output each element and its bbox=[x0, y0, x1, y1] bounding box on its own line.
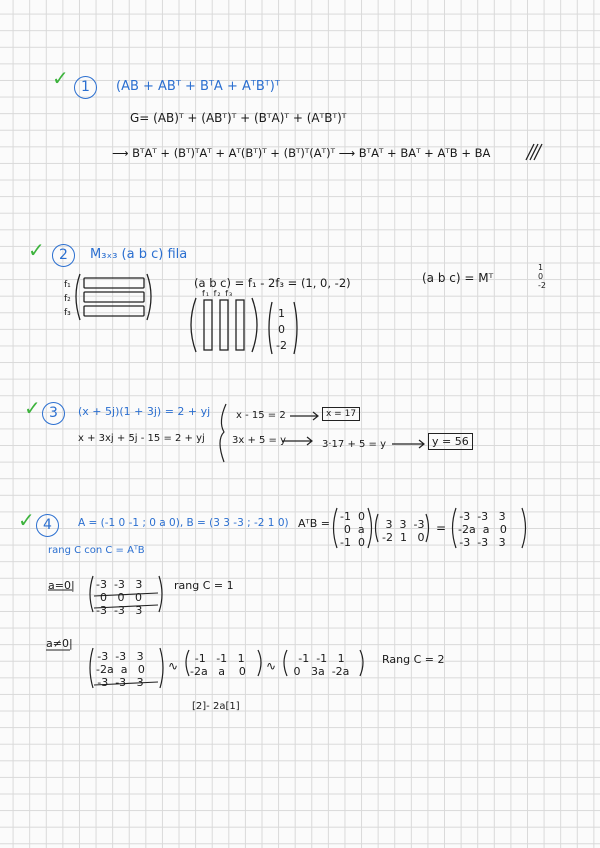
p3-sub: 3·17 + 5 = y bbox=[322, 439, 387, 450]
p4-case1-matrix2: -1 -1 1 -2a a 0 bbox=[190, 652, 246, 678]
p4-note: [2]- 2a[1] bbox=[192, 701, 240, 712]
p4-rang: rang C con C = AᵀB bbox=[48, 545, 145, 556]
p4-mat-b: 3 3 -3 -2 1 0 bbox=[382, 518, 425, 544]
p4-tilde-2: ∿ bbox=[266, 659, 277, 673]
p4-case0-result: rang C = 1 bbox=[174, 579, 234, 592]
p3-brace bbox=[220, 404, 226, 462]
p2-result-vector: 1 0 -2 bbox=[276, 307, 287, 352]
p1-expression: (AB + ABᵀ + BᵀA + AᵀBᵀ)ᵀ bbox=[116, 79, 280, 94]
p3-number: 3 bbox=[42, 402, 65, 425]
p3-eq2: 3x + 5 = y bbox=[232, 435, 287, 446]
p1-result: ⟶ BᵀAᵀ + (Bᵀ)ᵀAᵀ + Aᵀ(Bᵀ)ᵀ + (Bᵀ)ᵀ(Aᵀ)ᵀ ⟶ BᵀAᵀ + BAᵀ + AᵀB + BA bbox=[112, 146, 491, 160]
p4-case1-matrix3: -1 -1 1 0 3a -2a bbox=[293, 652, 350, 678]
p2-rhs: (a b c) = Mᵀ bbox=[422, 271, 494, 285]
p2-equation: (a b c) = f₁ - 2f₃ = (1, 0, -2) bbox=[194, 276, 351, 290]
col-f3-box bbox=[236, 300, 244, 350]
p4-case1-matrix: -3 -3 3 -2a a 0 -3 -3 3 bbox=[96, 650, 145, 689]
p2-left-paren bbox=[76, 274, 80, 320]
p1-expansion: G= (AB)ᵀ + (ABᵀ)ᵀ + (BᵀA)ᵀ + (AᵀBᵀ)ᵀ bbox=[130, 111, 347, 125]
col-left-paren bbox=[191, 298, 196, 352]
p3-arrow1 bbox=[290, 412, 318, 420]
p4-def: A = (-1 0 -1 ; 0 a 0), B = (3 3 -3 ; -2 1 0) bbox=[78, 517, 289, 529]
row-f2-box bbox=[84, 292, 144, 302]
p3-arrow2 bbox=[282, 437, 312, 445]
row-f1-box bbox=[84, 278, 144, 288]
p2-rhs-vector: 1 0 -2 bbox=[538, 263, 546, 290]
p2-row-labels: f₁ f₂ f₃ bbox=[64, 280, 71, 318]
p4-case0-matrix: -3 -3 3 0 0 0 -3 -3 3 bbox=[96, 578, 143, 617]
vec-left-paren bbox=[269, 302, 272, 354]
p4-mat-a: -1 0 0 a -1 0 bbox=[340, 510, 365, 549]
col-right-paren bbox=[252, 298, 257, 352]
p3-res1: x = 17 bbox=[322, 410, 360, 419]
p4-case0-label: a=0| bbox=[48, 579, 75, 592]
p3-head: (x + 5j)(1 + 3j) = 2 + yj bbox=[78, 405, 211, 418]
p1-number: 1 bbox=[74, 76, 97, 99]
p2-number: 2 bbox=[52, 244, 75, 267]
p3-res2: y = 56 bbox=[428, 436, 473, 447]
p4-case1-label: a≠0| bbox=[46, 637, 73, 650]
p4-number: 4 bbox=[36, 514, 59, 537]
row-f3-box bbox=[84, 306, 144, 316]
check-mark-icon: ✓ bbox=[28, 238, 45, 262]
p4-tilde-1: ∿ bbox=[168, 659, 179, 673]
p3-arrow3 bbox=[392, 440, 424, 448]
p2-title: M₃ₓ₃ (a b c) fila bbox=[90, 247, 188, 262]
col-f1-box bbox=[204, 300, 212, 350]
p2-right-paren bbox=[147, 274, 151, 320]
col-f2-box bbox=[220, 300, 228, 350]
p4-atb-label: AᵀB = bbox=[298, 517, 331, 530]
p4-case1-result: Rang C = 2 bbox=[382, 653, 445, 666]
check-mark-icon: ✓ bbox=[18, 508, 35, 532]
p4-mat-c: -3 -3 3 -2a a 0 -3 -3 3 bbox=[458, 510, 507, 549]
p4-equals: = bbox=[436, 521, 447, 535]
check-mark-icon: ✓ bbox=[24, 396, 41, 420]
scribble bbox=[526, 144, 542, 160]
p3-expand: x + 3xj + 5j - 15 = 2 + yj bbox=[78, 433, 205, 444]
check-mark-icon: ✓ bbox=[52, 66, 69, 90]
p2-row-boxes bbox=[76, 274, 151, 320]
p3-eq1: x - 15 = 2 bbox=[236, 410, 286, 421]
p2-col-heads: f₁ f₂ f₃ bbox=[202, 289, 234, 298]
vec-right-paren bbox=[294, 302, 297, 354]
